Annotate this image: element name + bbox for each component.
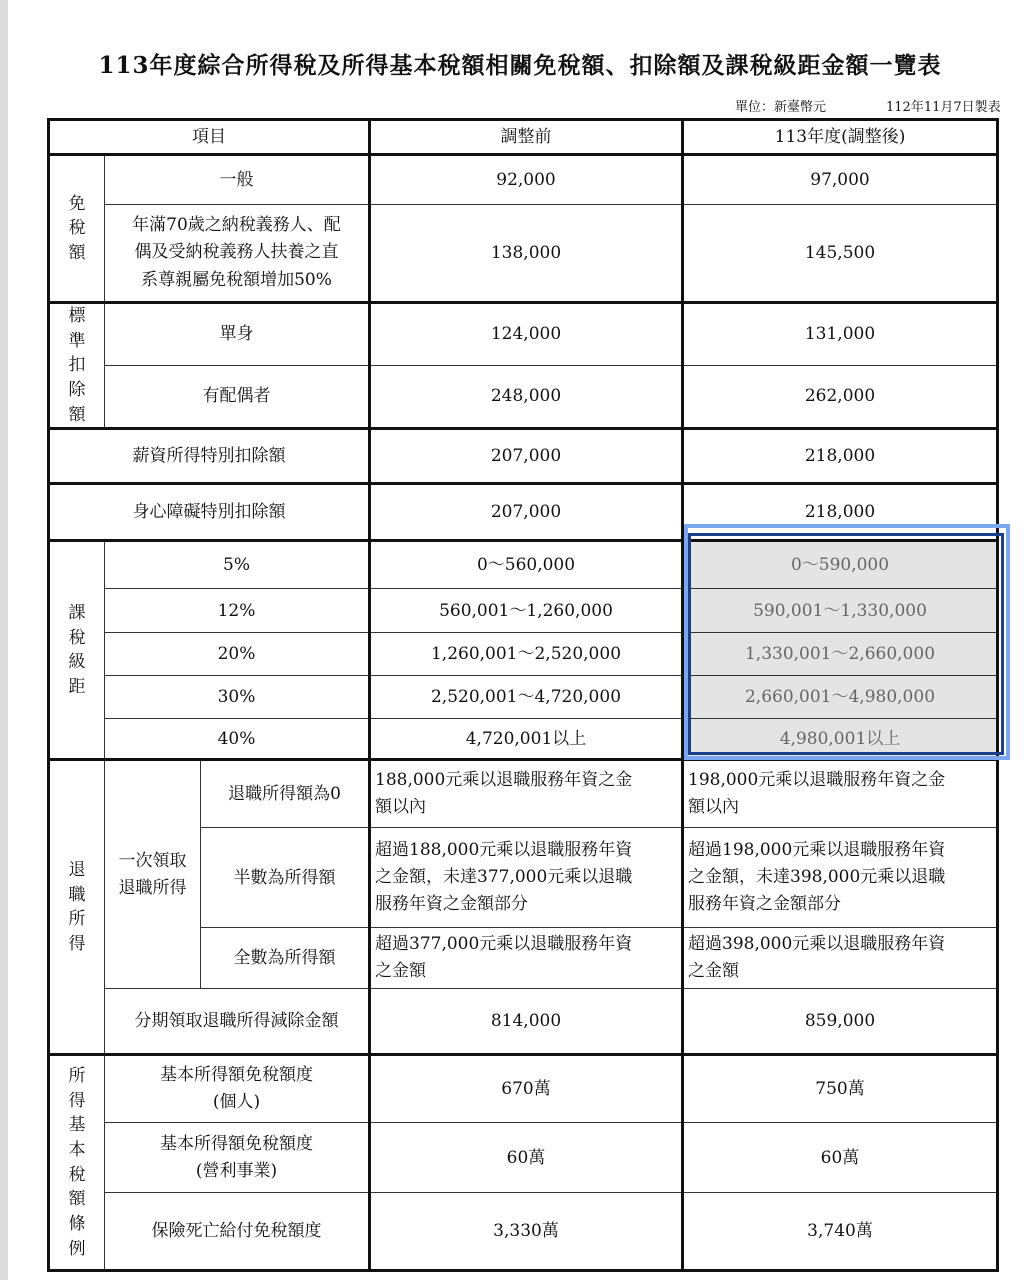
disability-deduction-after: 218,000 [683,484,998,541]
exemption-elderly-item: 年滿70歲之納稅義務人、配 偶及受納稅義務人扶養之直 系尊親屬免稅額增加50% [105,205,370,303]
basic-business-before: 60萬 [370,1123,683,1193]
retirement-zero-before: 188,000元乘以退職服務年資之金 額以內 [370,760,683,828]
retirement-label: 退 職 所 得 [49,760,105,1055]
exemption-elderly-after: 145,500 [683,205,998,303]
bracket-after: 590,001～1,330,000 [683,589,998,633]
basic-tax-label: 所 得 基 本 稅 額 條 例 [49,1055,105,1271]
brackets-label: 課 稅 級 距 [49,541,105,760]
header-after: 113年度(調整後) [683,120,998,155]
bracket-rate: 5% [105,541,370,589]
basic-personal-after: 750萬 [683,1055,998,1123]
salary-deduction-item: 薪資所得特別扣除額 [49,429,370,484]
retirement-half-after: 超過198,000元乘以退職服務年資 之金額，未達398,000元乘以退職 服務年資之金額部分 [683,828,998,928]
table-row [49,589,998,633]
standard-married-before: 248,000 [370,366,683,429]
bracket-rate: 30% [105,676,370,719]
insurance-death-item: 保險死亡給付免稅額度 [105,1193,370,1271]
insurance-death-after: 3,740萬 [683,1193,998,1271]
standard-married-item: 有配偶者 [105,366,370,429]
retirement-full-before: 超過377,000元乘以退職服務年資 之金額 [370,928,683,989]
basic-business-item: 基本所得額免稅額度 (營利事業) [105,1123,370,1193]
retirement-zero-after: 198,000元乘以退職服務年資之金 額以內 [683,760,998,828]
basic-business-after: 60萬 [683,1123,998,1193]
bracket-before: 0～560,000 [370,541,683,589]
table-row [49,205,998,303]
basic-personal-item: 基本所得額免稅額度 (個人) [105,1055,370,1123]
retirement-half-before: 超過188,000元乘以退職服務年資 之金額，未達377,000元乘以退職 服務年資之金額部分 [370,828,683,928]
table-row [49,155,998,205]
salary-deduction-before: 207,000 [370,429,683,484]
page-title: 113年度綜合所得稅及所得基本稅額相關免稅額、扣除額及課稅級距金額一覽表 [98,52,942,79]
bracket-before: 560,001～1,260,000 [370,589,683,633]
table-row [49,760,998,828]
installment-item: 分期領取退職所得減除金額 [105,989,370,1055]
retirement-full-after: 超過398,000元乘以退職服務年資 之金額 [683,928,998,989]
insurance-death-before: 3,330萬 [370,1193,683,1271]
exemption-general-item: 一般 [105,155,370,205]
table-row [49,989,998,1055]
installment-before: 814,000 [370,989,683,1055]
tax-table [47,118,999,1272]
bracket-rate: 40% [105,719,370,760]
table-row [49,303,998,366]
exemption-general-after: 97,000 [683,155,998,205]
basic-personal-before: 670萬 [370,1055,683,1123]
bracket-rate: 12% [105,589,370,633]
exemption-elderly-before: 138,000 [370,205,683,303]
retirement-half-item: 半數為所得額 [201,828,370,928]
currency-unit-note: 單位：新臺幣元 [735,100,827,115]
table-row [49,1193,998,1271]
retirement-full-item: 全數為所得額 [201,928,370,989]
header-before: 調整前 [370,120,683,155]
retirement-zero-item: 退職所得額為0 [201,760,370,828]
table-row [49,541,998,589]
standard-single-before: 124,000 [370,303,683,366]
bracket-rate: 20% [105,633,370,676]
made-date-note: 112年11月7日製表 [886,100,1001,115]
installment-after: 859,000 [683,989,998,1055]
standard-single-after: 131,000 [683,303,998,366]
table-row [49,719,998,760]
bracket-after: 0～590,000 [683,541,998,589]
table-row [49,676,998,719]
lump-sum-label: 一次領取 退職所得 [105,760,201,989]
bracket-after: 2,660,001～4,980,000 [683,676,998,719]
bracket-before: 1,260,001～2,520,000 [370,633,683,676]
bracket-before: 4,720,001以上 [370,719,683,760]
table-row [49,366,998,429]
table-header-row [49,120,998,155]
table-row [49,1123,998,1193]
disability-deduction-item: 身心障礙特別扣除額 [49,484,370,541]
table-row [49,1055,998,1123]
standard-married-after: 262,000 [683,366,998,429]
table-row [49,484,998,541]
exemption-label: 免 稅 額 [49,155,105,303]
disability-deduction-before: 207,000 [370,484,683,541]
salary-deduction-after: 218,000 [683,429,998,484]
table-row [49,429,998,484]
bracket-before: 2,520,001～4,720,000 [370,676,683,719]
standard-deduction-label: 標 準 扣 除 額 [49,303,105,429]
standard-single-item: 單身 [105,303,370,366]
exemption-general-before: 92,000 [370,155,683,205]
bracket-after: 4,980,001以上 [683,719,998,760]
bracket-after: 1,330,001～2,660,000 [683,633,998,676]
header-item: 項目 [49,120,370,155]
table-row [49,633,998,676]
